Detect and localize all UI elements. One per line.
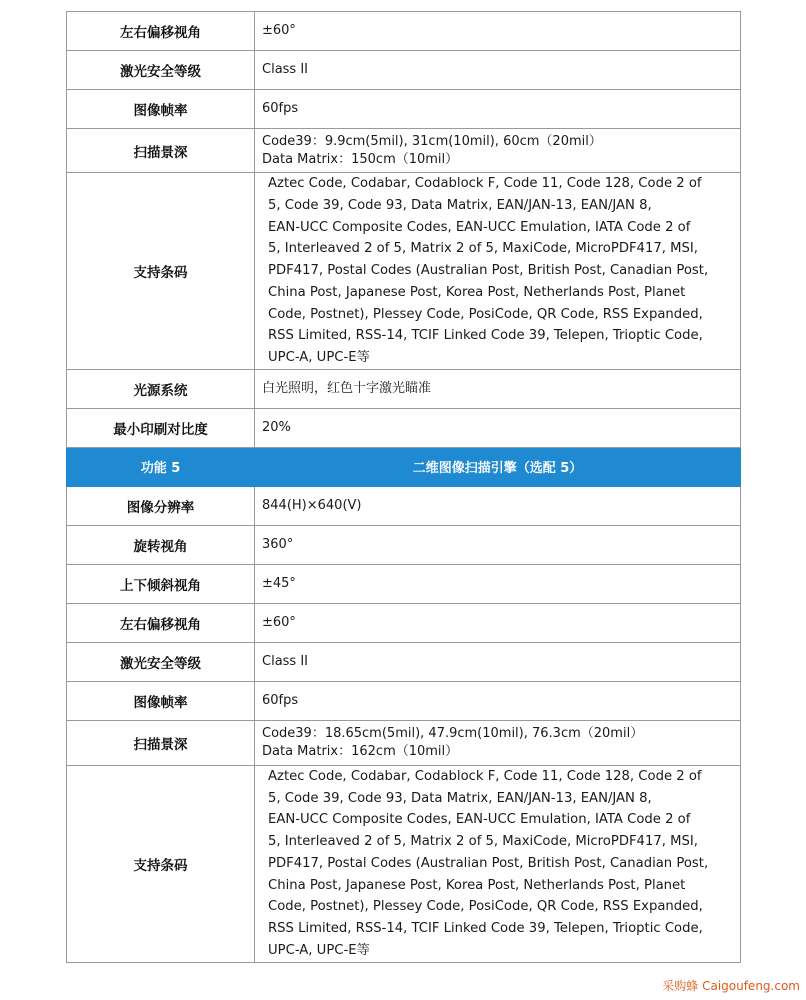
spec-label: 图像帧率	[67, 681, 255, 720]
value-line: EAN-UCC Composite Codes, EAN-UCC Emulation, IATA Code 2 of	[268, 219, 691, 235]
value-line: UPC-A, UPC-E等	[268, 942, 370, 958]
spec-label: 支持条码	[67, 765, 255, 962]
value-line: RSS Limited, RSS-14, TCIF Linked Code 39, Telepen, Trioptic Code,	[268, 921, 703, 936]
value-line: 5, Interleaved 2 of 5, Matrix 2 of 5, MaxiCode, MicroPDF417, MSI,	[268, 834, 698, 849]
spec-row-laser-class	[67, 642, 741, 681]
spec-value	[255, 129, 741, 173]
spec-row-image-resolution	[67, 486, 741, 525]
spec-label: 上下倾斜视角	[67, 564, 255, 603]
spec-value: 白光照明，红色十字激光瞄准	[255, 369, 741, 408]
value-line: Code39：18.65cm(5mil), 47.9cm(10mil), 76.3cm（20mil）	[262, 725, 644, 741]
spec-row-print-contrast	[67, 408, 741, 447]
spec-row-tilt-angle	[67, 564, 741, 603]
spec-label: 支持条码	[67, 173, 255, 370]
spec-value: ±60°	[255, 603, 741, 642]
value-line: PDF417, Postal Codes (Australian Post, British Post, Canadian Post,	[268, 263, 709, 278]
spec-label: 图像分辨率	[67, 486, 255, 525]
section-header-row	[67, 447, 741, 486]
spec-value	[255, 173, 741, 370]
value-line: Aztec Code, Codabar, Codablock F, Code 11, Code 128, Code 2 of	[268, 768, 702, 784]
spec-row-frame-rate	[67, 681, 741, 720]
spec-value: ±60°	[255, 12, 741, 51]
value-line: 5, Interleaved 2 of 5, Matrix 2 of 5, MaxiCode, MicroPDF417, MSI,	[268, 241, 698, 257]
section-label: 功能 5	[67, 447, 255, 486]
value-line: PDF417, Postal Codes (Australian Post, British Post, Canadian Post,	[268, 855, 709, 871]
spec-row-supported-barcodes	[67, 173, 741, 370]
value-line: RSS Limited, RSS-14, TCIF Linked Code 39, Telepen, Trioptic Code,	[268, 328, 703, 344]
spec-value: Class II	[255, 51, 741, 90]
spec-row-supported-barcodes	[67, 765, 741, 962]
spec-label: 旋转视角	[67, 525, 255, 564]
spec-label: 左右偏移视角	[67, 603, 255, 642]
spec-value: 360°	[255, 525, 741, 564]
value-line: Aztec Code, Codabar, Codablock F, Code 11, Code 128, Code 2 of	[268, 176, 702, 191]
spec-row-rotation-angle	[67, 525, 741, 564]
spec-value: 60fps	[255, 90, 741, 129]
spec-value: 60fps	[255, 681, 741, 720]
spec-value: ±45°	[255, 564, 741, 603]
spec-value	[255, 720, 741, 765]
spec-value: Class II	[255, 642, 741, 681]
spec-label: 扫描景深	[67, 129, 255, 173]
watermark: 采购蜂 Caigoufeng.com	[662, 979, 800, 993]
spec-label: 激光安全等级	[67, 51, 255, 90]
spec-label: 扫描景深	[67, 720, 255, 765]
spec-row-light-source	[67, 369, 741, 408]
spec-label: 图像帧率	[67, 90, 255, 129]
spec-row-horizontal-angle	[67, 12, 741, 51]
value-line: Code, Postnet), Plessey Code, PosiCode, QR Code, RSS Expanded,	[268, 306, 703, 322]
spec-row-depth-of-field	[67, 720, 741, 765]
value-line: Data Matrix：162cm（10mil）	[262, 743, 459, 759]
value-line: China Post, Japanese Post, Korea Post, Netherlands Post, Planet	[268, 284, 686, 300]
spec-label: 激光安全等级	[67, 642, 255, 681]
value-line: Code39：9.9cm(5mil), 31cm(10mil), 60cm（20mil）	[262, 133, 602, 149]
section-title: 二维图像扫描引擎（选配 5）	[255, 447, 741, 486]
value-line: EAN-UCC Composite Codes, EAN-UCC Emulation, IATA Code 2 of	[268, 812, 691, 828]
spec-table	[66, 11, 741, 963]
spec-value: 20%	[255, 408, 741, 447]
value-line: 5, Code 39, Code 93, Data Matrix, EAN/JAN-13, EAN/JAN 8,	[268, 790, 652, 806]
spec-label: 光源系统	[67, 369, 255, 408]
spec-label: 左右偏移视角	[67, 12, 255, 51]
spec-row-laser-class	[67, 51, 741, 90]
spec-value: 844(H)×640(V)	[255, 486, 741, 525]
value-line: Data Matrix：150cm（10mil）	[262, 151, 459, 167]
spec-row-horizontal-angle	[67, 603, 741, 642]
value-line: Code, Postnet), Plessey Code, PosiCode, QR Code, RSS Expanded,	[268, 899, 703, 915]
spec-row-depth-of-field	[67, 129, 741, 173]
value-line: China Post, Japanese Post, Korea Post, Netherlands Post, Planet	[268, 877, 686, 893]
spec-label: 最小印刷对比度	[67, 408, 255, 447]
spec-value	[255, 765, 741, 962]
spec-row-frame-rate	[67, 90, 741, 129]
value-line: 5, Code 39, Code 93, Data Matrix, EAN/JAN-13, EAN/JAN 8,	[268, 197, 652, 213]
value-line: UPC-A, UPC-E等	[268, 350, 370, 365]
